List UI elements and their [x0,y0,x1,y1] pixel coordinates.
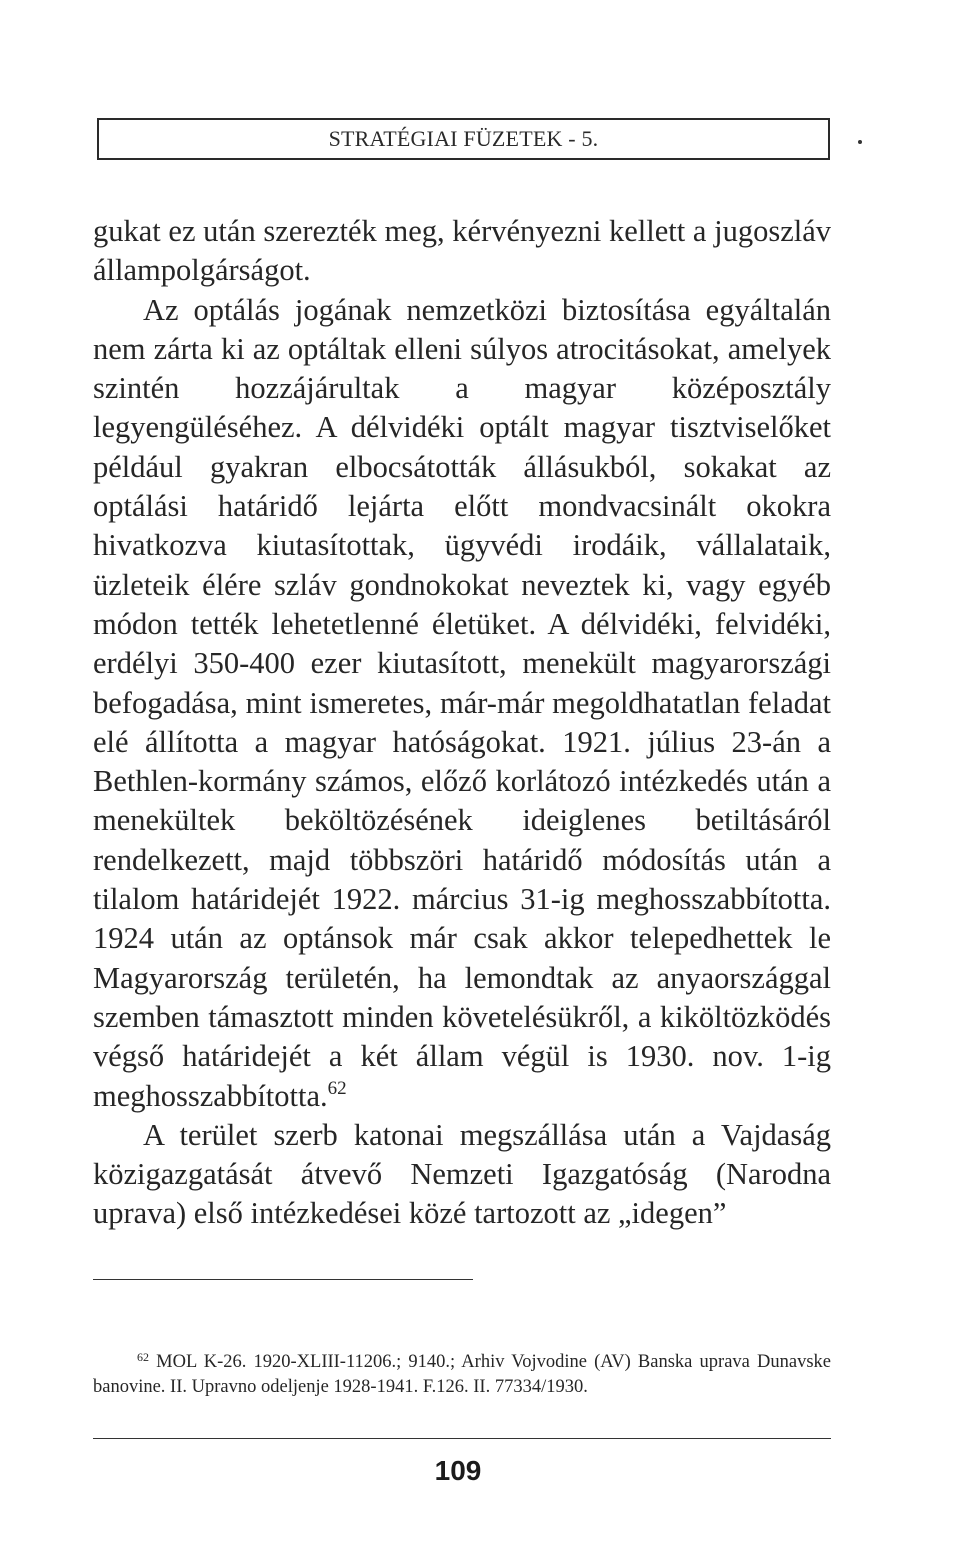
page-number: 109 [434,1455,482,1486]
bottom-rule [93,1438,831,1439]
footnote-reference: 62 [327,1077,347,1099]
series-title: STRATÉGIAI FÜZETEK - 5. [328,126,599,151]
paragraph-optalas [93,291,831,1116]
footnote-number: 62 [137,1350,149,1364]
running-header [97,118,830,160]
footnote-separator [93,1279,473,1280]
footnote [93,1350,831,1400]
stray-mark [858,140,862,144]
paragraph-text: Az optálás jogának nemzetközi biztosítása egyáltalán nem zárta ki az optáltak elleni súlyos atrocitásokat, amelyek szintén hozzájárultak a magyar középosztály legyengüléséhez. A délvidéki optált magyar tisztviselőket például gyakran elbocsátották állásukból, sokakat az optálási határidő lejárta előtt mondvacsinált okokra hivatkozva kiutasítottak, ügyvédi irodáik, vállalataik, üzleteik élére szláv gondnokokat neveztek ki, vagy egyéb módon tették lehetetlenné életüket. A délvidéki, felvidéki, erdélyi 350-400 ezer kiutasított, menekült magyarországi befogadása, mint ismeretes, már-már megoldhatatlan feladat elé állította a magyar hatóságokat. 1921. július 23-án a Bethlen-kormány számos, előző korlátozó intézkedés után a menekültek beköltözésének ideiglenes betiltásáról rendelkezett, majd többszöri határidő módosítás után a tilalom határidejét 1922. március 31-ig meghosszabbította. 1924 után az optánsok már csak akkor telepedhettek le Magyarország területén, ha lemondtak az anyaországgal szemben támasztott minden követelésükről, a kiköltözködés végső határidejét a két állam végül is 1930. nov. 1-ig meghosszabbította. [93,292,831,1113]
footnote-text: MOL K-26. 1920-XLIII-11206.; 9140.; Arhiv Vojvodine (AV) Banska uprava Dunavske banovine. II. Upravno odeljenje 1928-1941. F.126. II. 77334/1930. [93,1352,831,1397]
paragraph-vajdasag: A terület szerb katonai megszállása után a Vajdaság közigazgatását átvevő Nemzeti Igazgatóság (Narodna uprava) első intézkedései közé tartozott az „idegen” [93,1117,831,1231]
paragraph-continuation: gukat ez után szerezték meg, kérvényezni kellett a jugoszláv állampolgárságot. [93,214,831,288]
main-text [93,212,831,1234]
